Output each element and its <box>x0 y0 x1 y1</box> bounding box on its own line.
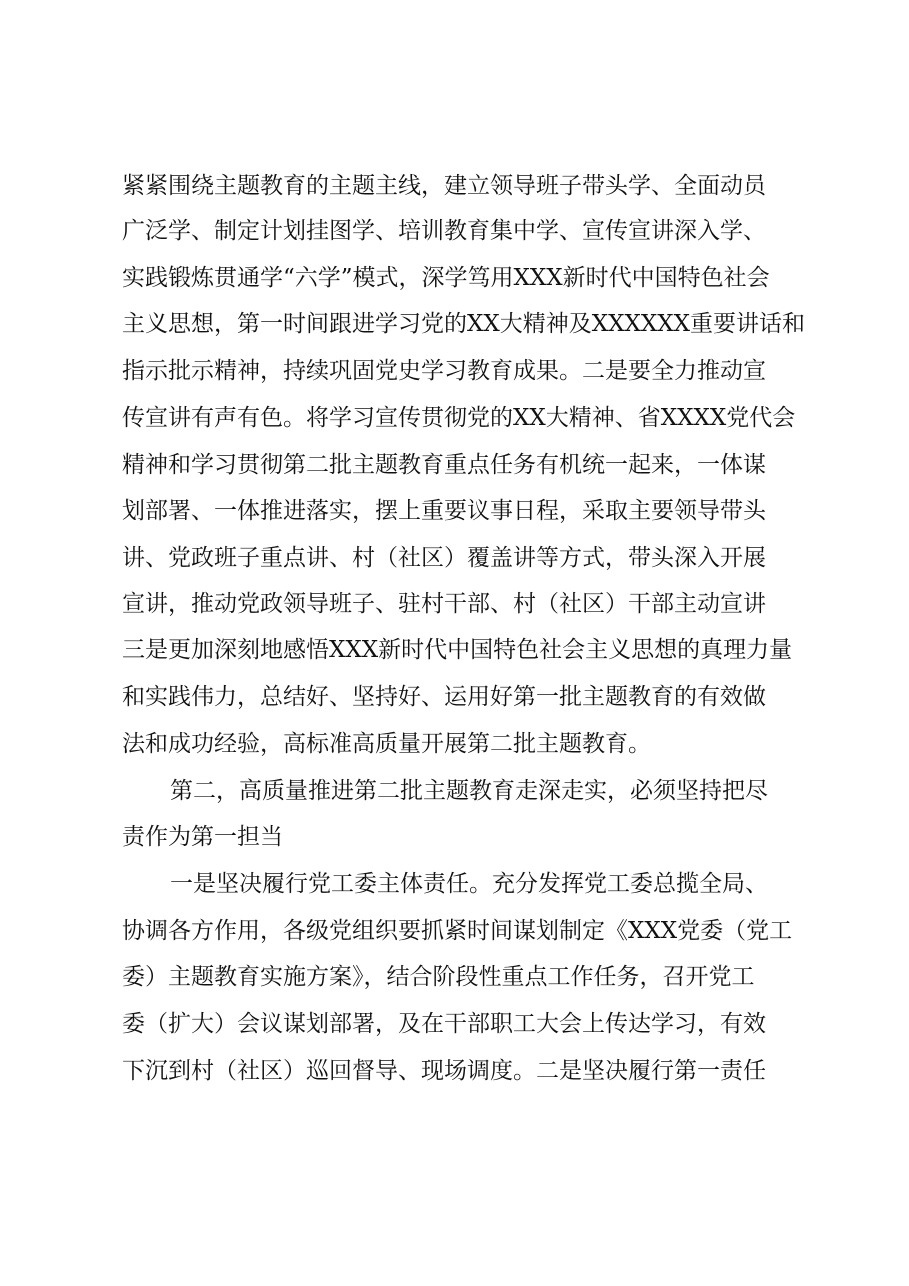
body-text-line: 三是更加深刻地感悟XXX新时代中国特色社会主义思想的真理力量 <box>122 637 793 663</box>
body-text-line: 实践锻炼贯通学“六学”模式，深学笃用XXX新时代中国特色社会 <box>122 265 770 291</box>
body-text-line: 主义思想，第一时间跟进学习党的XX大精神及XXXXXX重要讲话和 <box>122 311 805 337</box>
body-text-line: 法和成功经验，高标准高质量开展第二批主题教育。 <box>122 731 651 757</box>
body-text-line: 划部署、一体推进落实，摆上重要议事日程，采取主要领导带头 <box>122 498 766 524</box>
body-text-line: 宣讲，推动党政领导班子、驻村干部、村（社区）干部主动宣讲 <box>122 591 766 617</box>
body-text-line: 精神和学习贯彻第二批主题教育重点任务有机统一起来，一体谋 <box>122 452 766 478</box>
body-text-line: 传宣讲有声有色。将学习宣传贯彻党的XX大精神、省XXXX党代会 <box>122 405 796 431</box>
body-text-line: 下沉到村（社区）巡回督导、现场调度。二是坚决履行第一责任 <box>122 1058 766 1084</box>
body-text-line: 讲、党政班子重点讲、村（社区）覆盖讲等方式，带头深入开展 <box>122 545 766 571</box>
body-text-line: 委（扩大）会议谋划部署，及在干部职工大会上传达学习，有效 <box>122 1011 766 1037</box>
body-text-line: 一是坚决履行党工委主体责任。充分发挥党工委总揽全局、 <box>170 871 768 897</box>
body-text-line: 指示批示精神，持续巩固党史学习教育成果。二是要全力推动宣 <box>122 358 766 384</box>
body-text-line: 广泛学、制定计划挂图学、培训教育集中学、宣传宣讲深入学、 <box>122 218 766 244</box>
section-heading-line: 责作为第一担当 <box>122 824 283 850</box>
body-text-line: 委）主题教育实施方案》，结合阶段性重点工作任务，召开党工 <box>122 964 755 990</box>
body-text-line: 协调各方作用，各级党组织要抓紧时间谋划制定《XXX党委（党工 <box>122 918 793 944</box>
body-text-line: 紧紧围绕主题教育的主题主线，建立领导班子带头学、全面动员 <box>122 173 766 199</box>
section-heading-line: 第二，高质量推进第二批主题教育走深走实，必须坚持把尽 <box>170 778 768 804</box>
body-text-line: 和实践伟力，总结好、坚持好、运用好第一批主题教育的有效做 <box>122 684 766 710</box>
